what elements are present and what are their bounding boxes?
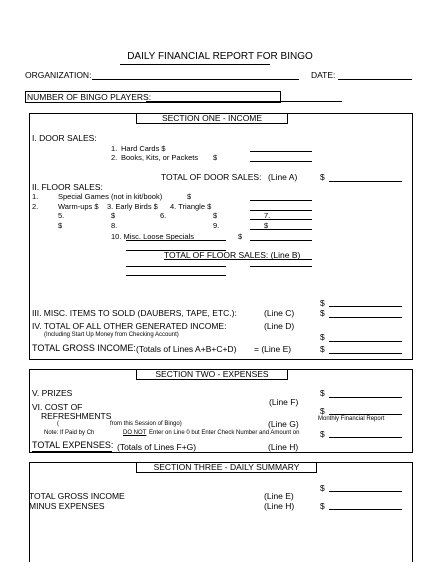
- prizes-label: V. PRIZES: [32, 388, 73, 398]
- line-d-field[interactable]: [329, 341, 402, 342]
- dollar-sign: $: [320, 406, 325, 416]
- total-floor-sales-label: TOTAL OF FLOOR SALES: (Line B): [164, 250, 301, 260]
- line-f-label: (Line F): [269, 397, 299, 407]
- early-birds-label: 3. Early Birds $: [107, 202, 158, 211]
- misc-loose-specials-line: [126, 240, 226, 241]
- door-sales-label: I. DOOR SALES:: [32, 133, 97, 143]
- line-b-field[interactable]: [164, 259, 312, 260]
- dollar-sign: $: [187, 192, 192, 201]
- dollar-sign: $: [320, 298, 325, 308]
- startup-money-note: (Including Start Up Money from Checking Account): [44, 332, 179, 338]
- section-two-title: SECTION TWO - EXPENSES: [136, 369, 288, 380]
- dollar-sign: $: [320, 344, 325, 354]
- do-not-label: DO NOT: [123, 430, 147, 436]
- line-a-field[interactable]: [329, 181, 402, 182]
- blank-field[interactable]: [250, 266, 312, 267]
- prizes-field[interactable]: [329, 397, 402, 398]
- line-a-label: (Line A): [268, 172, 298, 182]
- dollar-sign: $: [320, 483, 325, 493]
- dollar-sign: $: [320, 429, 325, 439]
- summary-line-h-field[interactable]: [329, 509, 402, 510]
- blank-line: [126, 266, 226, 267]
- special-games-label: Special Games (not in kit/book): [58, 192, 163, 201]
- summary-gross-label: TOTAL GROSS INCOME: [29, 491, 125, 501]
- session-paren: (: [57, 421, 59, 427]
- dollar-sign: $: [320, 172, 325, 182]
- summary-minus-label: MINUS EXPENSES: [29, 501, 105, 511]
- item-number: 2.: [32, 202, 39, 211]
- section-three-box: [29, 462, 413, 562]
- total-expenses-label: TOTAL EXPENSES:: [32, 440, 114, 450]
- dollar-sign: $: [213, 153, 218, 162]
- item-number: 7.: [264, 211, 271, 220]
- item-9-field[interactable]: [250, 229, 312, 230]
- players-label: NUMBER OF BINGO PLAYERS:: [27, 92, 152, 102]
- line-h-label: (Line H): [268, 442, 299, 452]
- total-door-sales-label: TOTAL OF DOOR SALES:: [161, 172, 262, 182]
- summary-field[interactable]: [329, 491, 402, 492]
- line-d-label: (Line D): [264, 321, 295, 331]
- item-number: 9.: [213, 221, 220, 230]
- cost-of-label: VI. COST OF: [32, 402, 83, 412]
- line-c-label: (Line C): [264, 308, 295, 318]
- refreshments-label: REFRESHMENTS: [41, 411, 112, 421]
- note-rest-label: Enter on Line 0 but Enter Check Number and Amount on: [149, 430, 300, 436]
- date-label: DATE:: [311, 70, 336, 80]
- dollar-sign: $: [320, 501, 325, 511]
- item-number: 1.: [111, 144, 118, 153]
- dollar-sign: $: [111, 211, 116, 220]
- misc-loose-specials-field[interactable]: [250, 240, 312, 241]
- note-label: Note: If Paid by Ch: [44, 430, 95, 436]
- item-number: 6.: [160, 211, 167, 220]
- misc-items-label: III. MISC. ITEMS TO SOLD (DAUBERS, TAPE, ETC.):: [32, 308, 237, 318]
- other-income-label: IV. TOTAL OF ALL OTHER GENERATED INCOME:: [32, 321, 227, 331]
- blank-line: [126, 275, 226, 276]
- item-7-field[interactable]: [250, 219, 312, 220]
- refreshments-field[interactable]: [329, 414, 402, 415]
- summary-line-h-label: (Line H): [264, 501, 295, 511]
- gross-totals-label: (Totals of Lines A+B+C+D): [136, 344, 237, 354]
- triangle-label: 4. Triangle $: [170, 202, 212, 211]
- line-g-field[interactable]: [329, 437, 402, 438]
- special-games-field[interactable]: [250, 200, 312, 201]
- line-e-label: = (Line E): [254, 344, 292, 354]
- section-one-title: SECTION ONE - INCOME: [136, 113, 288, 124]
- title-underline: [120, 64, 270, 65]
- line-c-field[interactable]: [329, 317, 402, 318]
- dollar-sign: $: [320, 332, 325, 342]
- triangle-field[interactable]: [250, 210, 312, 211]
- total-gross-income-label: TOTAL GROSS INCOME:: [32, 343, 136, 353]
- line-g-label: (Line G): [268, 419, 299, 429]
- books-kits-label: Books, Kits, or Packets: [121, 153, 199, 162]
- organization-field[interactable]: [92, 79, 299, 80]
- date-field[interactable]: [338, 79, 412, 80]
- floor-sales-label: II. FLOOR SALES:: [32, 182, 103, 192]
- item-number: 5.: [58, 211, 65, 220]
- item-number: 8.: [111, 221, 118, 230]
- books-kits-field[interactable]: [250, 161, 312, 162]
- hard-cards-label: Hard Cards $: [121, 144, 166, 153]
- players-field[interactable]: [146, 101, 342, 102]
- misc-loose-specials-label: 10. Misc. Loose Specials: [111, 232, 194, 241]
- dollar-sign: $: [213, 211, 218, 220]
- section-three-title: SECTION THREE - DAILY SUMMARY: [136, 462, 317, 473]
- page-title: DAILY FINANCIAL REPORT FOR BINGO: [127, 51, 313, 62]
- dollar-sign: $: [264, 221, 269, 230]
- hard-cards-field[interactable]: [250, 151, 312, 152]
- line-e-field[interactable]: [329, 353, 402, 354]
- session-label: from this Session of Bingo): [110, 421, 182, 427]
- dollar-sign: $: [320, 308, 325, 318]
- item-number: 1.: [32, 192, 39, 201]
- organization-label: ORGANIZATION:: [25, 70, 92, 80]
- summary-line-e-label: (Line E): [264, 491, 294, 501]
- dollar-sign: $: [238, 232, 243, 241]
- dollar-sign: $: [320, 388, 325, 398]
- blank-field[interactable]: [329, 306, 402, 307]
- item-number: 2.: [111, 153, 118, 162]
- total-expenses-underline: [32, 451, 112, 452]
- dollar-sign: $: [58, 221, 63, 230]
- monthly-report-label: Monthly Financial Report: [318, 416, 385, 422]
- warm-ups-label: Warm-ups $: [58, 202, 99, 211]
- expense-totals-label: (Totals of Lines F+G): [117, 442, 197, 452]
